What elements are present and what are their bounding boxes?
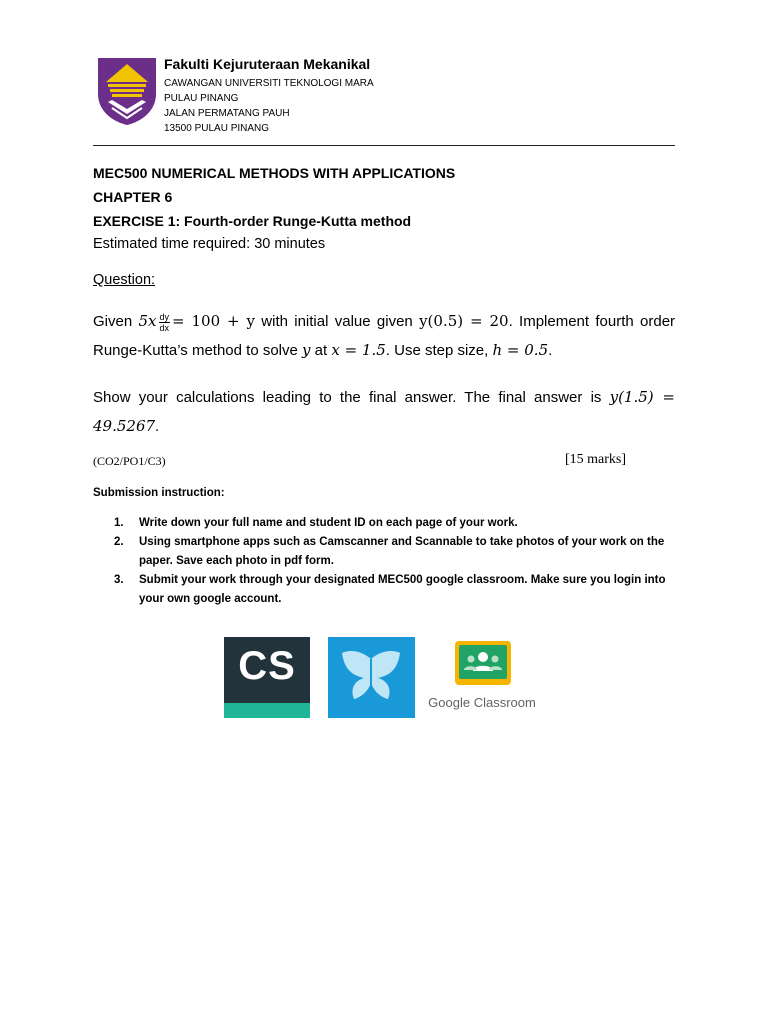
letterhead [96, 54, 696, 134]
classroom-board-icon [455, 641, 511, 685]
list-item: 1. Write down your full name and student ID on each page of your work. [114, 517, 518, 529]
list-item-text: Submit your work through your designated MEC500 google classroom. Make sure you login into your own google account. [139, 574, 666, 605]
fraction-numerator: dy [159, 311, 170, 322]
address-line: 13500 PULAU PINANG [164, 123, 270, 134]
question-text [93, 307, 675, 365]
text-step: . Use step size, [385, 342, 489, 359]
classroom-text: Google Classroom [428, 695, 536, 710]
list-item-text: Using smartphone apps such as Camscanner and Scannable to take photos of your work on the paper. Save each photo in pdf form. [139, 536, 665, 567]
x-target: x = 1.5 [331, 341, 386, 359]
final-answer-text [93, 383, 675, 441]
question-label: Question: [93, 272, 156, 288]
scannable-logo [328, 637, 415, 718]
text-given: Given [93, 313, 133, 330]
submission-list [114, 514, 674, 609]
camscanner-text: CS [238, 644, 296, 688]
uitm-logo [96, 56, 158, 126]
outcome-code: (CO2/PO1/C3) [93, 454, 166, 468]
final-answer: y(1.5) = 49.5267 [93, 388, 676, 435]
marks: [15 marks] [565, 452, 627, 467]
camscanner-logo [224, 637, 310, 718]
estimated-label: Estimated time required: [93, 236, 251, 252]
butterfly-icon [328, 637, 415, 718]
address-line: JALAN PERMATANG PAUH [164, 108, 290, 119]
exercise-title: EXERCISE 1: Fourth-order Runge-Kutta method [93, 213, 412, 229]
equation-rhs: = 100 + y [172, 312, 255, 330]
initial-condition: y(0.5) = 20 [419, 312, 509, 330]
step-size: h = 0.5 [492, 341, 549, 359]
derivative-fraction [159, 312, 171, 333]
header-divider [93, 145, 675, 146]
estimated-value: 30 minutes [254, 236, 326, 252]
equation-lhs: 5x [138, 312, 157, 330]
text-at: at [314, 342, 328, 359]
text-implement: . Implement fourth order Runge-Kutta’s method to solve [93, 313, 676, 359]
chapter-title: CHAPTER 6 [93, 189, 173, 205]
text-initial: with initial value given [261, 313, 413, 330]
list-item: 3. Submit your work through your designated MEC500 google classroom. Make sure you login into your own google account. [114, 574, 666, 605]
google-classroom-logo [420, 637, 544, 718]
submission-heading: Submission instruction: [93, 487, 225, 499]
course-title: MEC500 NUMERICAL METHODS WITH APPLICATIONS [93, 165, 456, 181]
list-item-text: Write down your full name and student ID on each page of your work. [139, 517, 518, 529]
text-period: . [548, 342, 553, 359]
estimated-time [93, 236, 325, 252]
fraction-denominator: dx [159, 322, 170, 333]
camscanner-bar [224, 703, 310, 718]
variable-y: y [302, 341, 311, 359]
address-line: PULAU PINANG [164, 93, 239, 104]
list-item: 2. Using smartphone apps such as Camscanner and Scannable to take photos of your work on the paper. Save each photo in pdf form. [114, 536, 665, 567]
text-period: . [155, 418, 160, 435]
faculty-name: Fakulti Kejuruteraan Mekanikal [164, 56, 371, 72]
address-line: CAWANGAN UNIVERSITI TEKNOLOGI MARA [164, 78, 374, 89]
people-icon [459, 645, 507, 679]
board-surface [459, 645, 507, 679]
text-show: Show your calculations leading to the final answer. The final answer is [93, 389, 602, 406]
